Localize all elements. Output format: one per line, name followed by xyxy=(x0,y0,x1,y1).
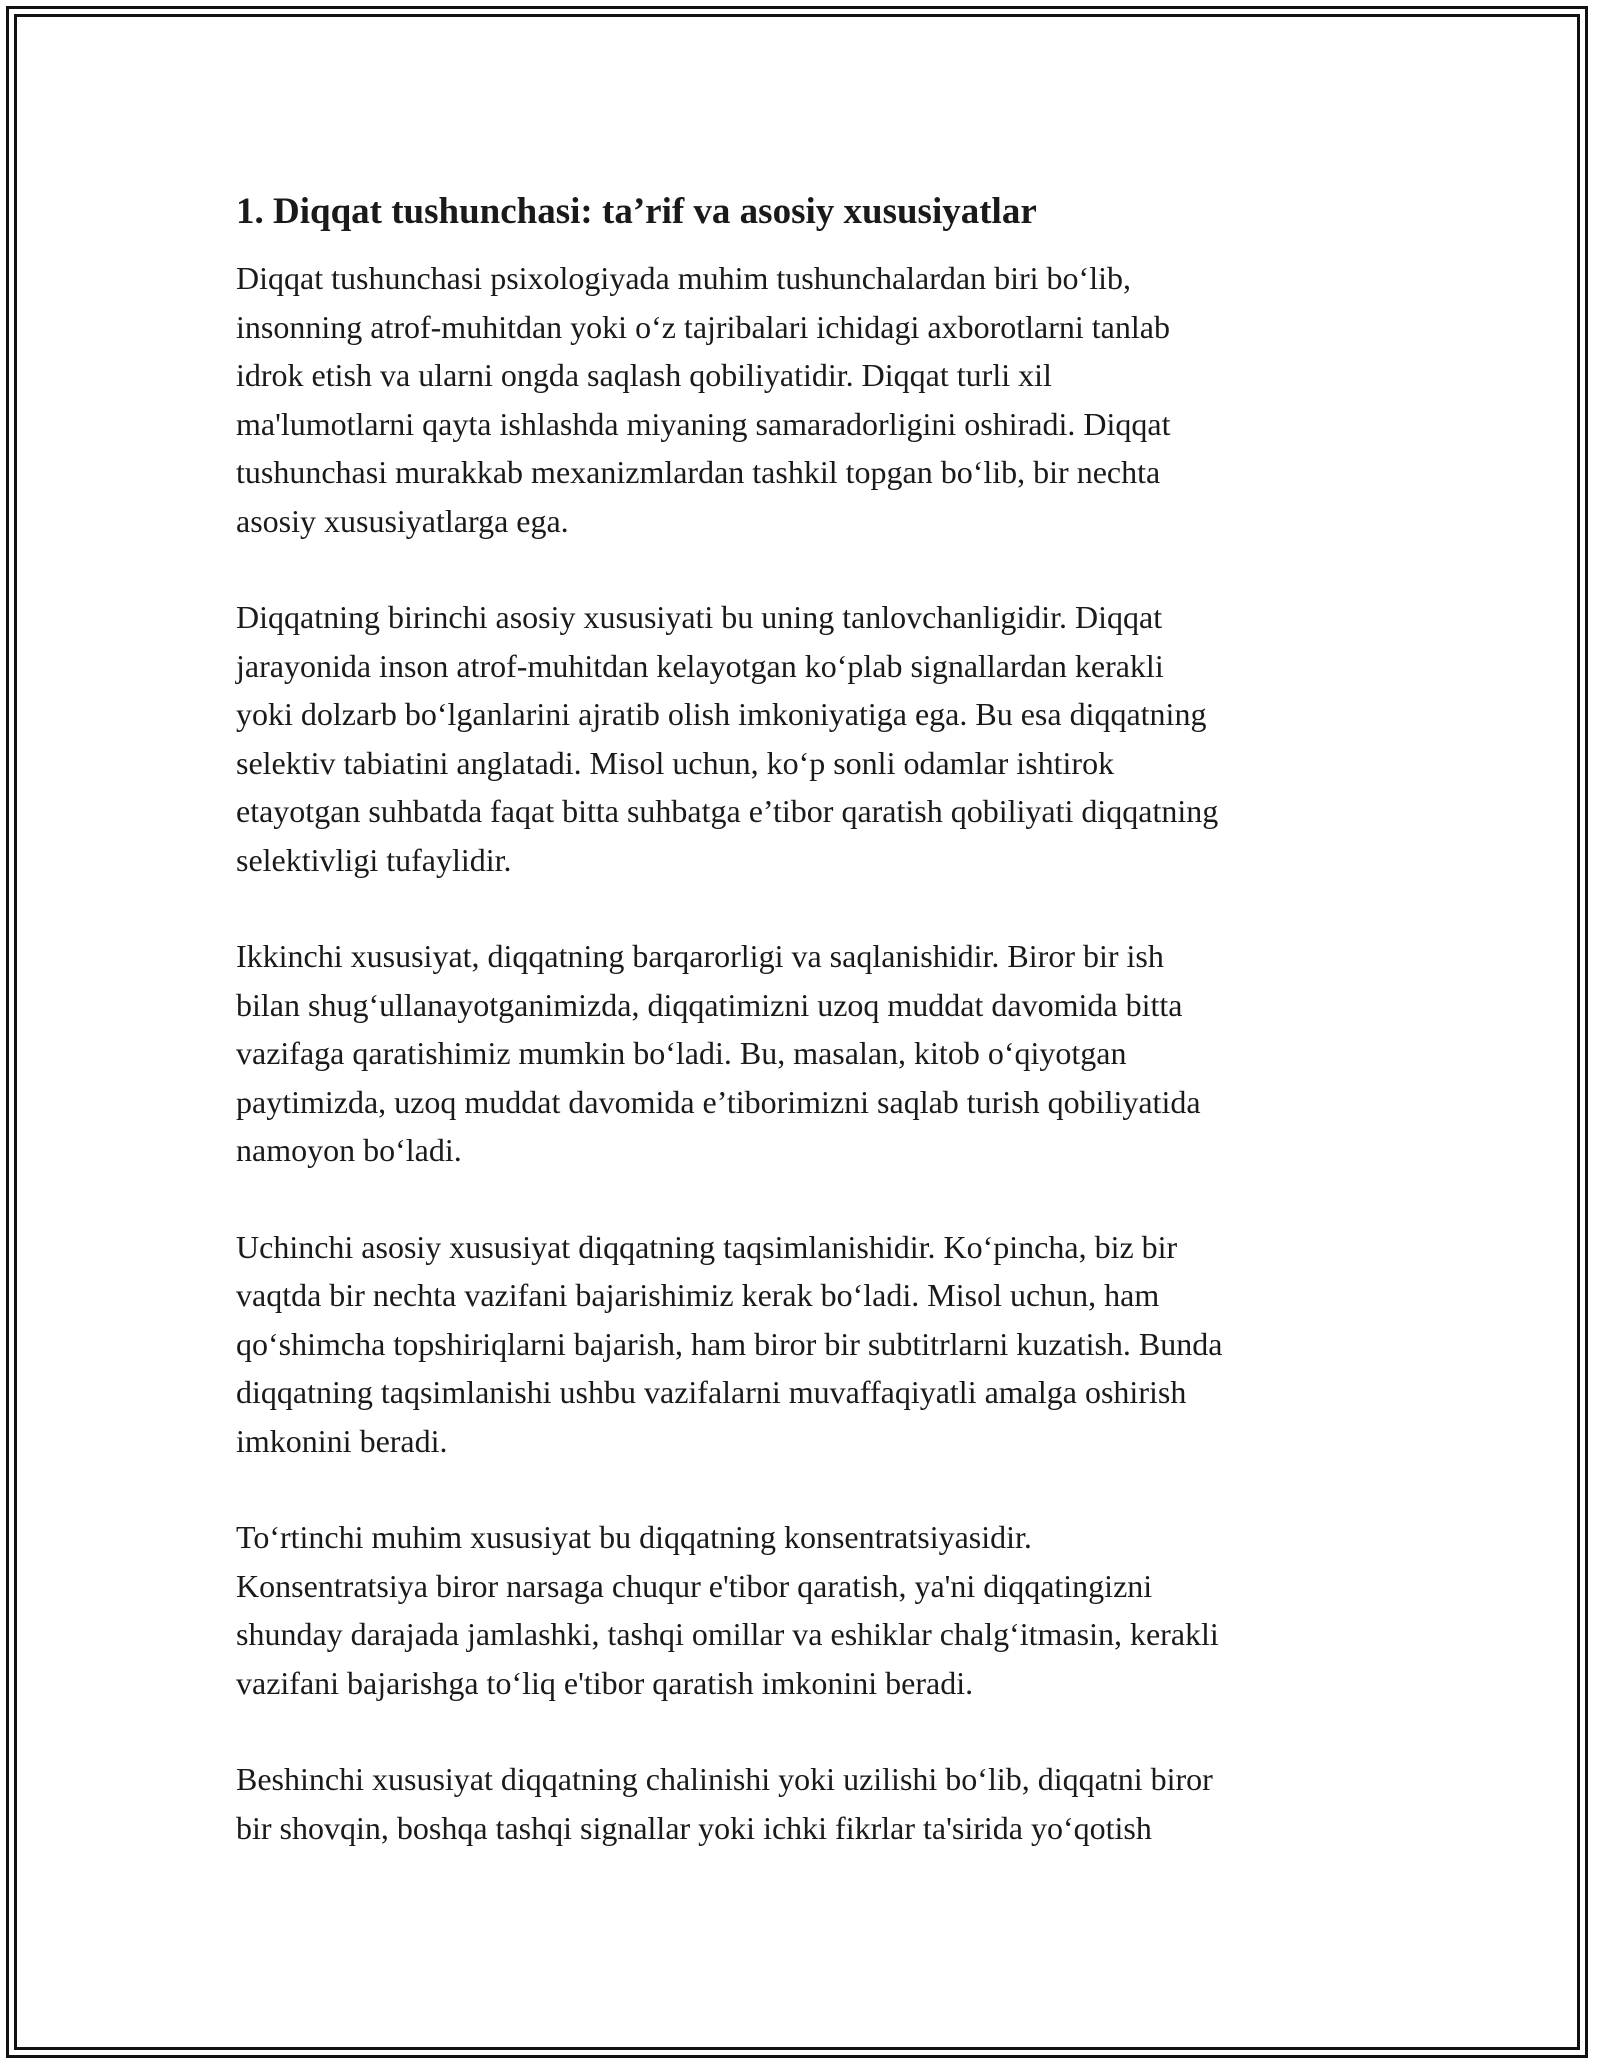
paragraph-interruption xyxy=(236,1755,1376,1852)
text-line: Diqqatning birinchi asosiy xususiyati bu uning tanlovchanligidir. Diqqat xyxy=(236,599,1163,635)
text-line: idrok etish va ularni ongda saqlash qobiliyatidir. Diqqat turli xil xyxy=(236,357,1052,393)
text-line: Diqqat tushunchasi psixologiyada muhim tushunchalardan biri bo‘lib, xyxy=(236,260,1131,296)
text-line: jarayonida inson atrof-muhitdan kelayotgan ko‘plab signallardan kerakli xyxy=(236,647,1164,684)
text-line: shunday darajada jamlashki, tashqi omillar va eshiklar chalg‘itmasin, kerakli xyxy=(236,1616,1219,1652)
text-line: ma'lumotlarni qayta ishlashda miyaning samaradorligini oshiradi. Diqqat xyxy=(236,405,1171,442)
text-line: bir shovqin, boshqa tashqi signallar yoki ichki fikrlar ta'sirida yo‘qotish xyxy=(236,1809,1152,1846)
text-line: diqqatning taqsimlanishi ushbu vazifalarni muvaffaqiyatli amalga oshirish xyxy=(236,1374,1187,1410)
text-line: bilan shug‘ullanayotganimizda, diqqatimizni uzoq muddat davomida bitta xyxy=(236,986,1183,1023)
text-line: vazifaga qaratishimiz mumkin bo‘ladi. Bu, masalan, kitob o‘qiyotgan xyxy=(236,1035,1127,1071)
text-line: selektivligi tufaylidir. xyxy=(236,841,512,878)
paragraph-selectivity xyxy=(236,593,1376,884)
text-line: namoyon bo‘ladi. xyxy=(236,1132,462,1168)
text-line: Ikkinchi xususiyat, diqqatning barqarorligi va saqlanishidir. Biror bir ish xyxy=(236,938,1164,974)
text-line: Konsentratsiya biror narsaga chuqur e'tibor qaratish, ya'ni diqqatingizni xyxy=(236,1567,1153,1604)
text-line: To‘rtinchi muhim xususiyat bu diqqatning konsentratsiyasidir. xyxy=(236,1519,1032,1555)
text-line: vaqtda bir nechta vazifani bajarishimiz kerak bo‘ladi. Misol uchun, ham xyxy=(236,1277,1160,1313)
text-line: insonning atrof-muhitdan yoki o‘z tajribalari ichidagi axborotlarni tanlab xyxy=(236,308,1170,345)
text-line: Beshinchi xususiyat diqqatning chalinishi yoki uzilishi bo‘lib, diqqatni biror xyxy=(236,1761,1213,1797)
section-heading: 1. Diqqat tushunchasi: ta’rif va asosiy xususiyatlar xyxy=(236,191,1037,232)
text-line: tushunchasi murakkab mexanizmlardan tashkil topgan bo‘lib, bir nechta xyxy=(236,454,1161,490)
text-line: etayotgan suhbatda faqat bitta suhbatga e’tibor qaratish qobiliyati diqqatning xyxy=(236,793,1219,829)
text-line: asosiy xususiyatlarga ega. xyxy=(236,502,569,539)
paragraph-concentration xyxy=(236,1513,1376,1707)
text-line: selektiv tabiatini anglatadi. Misol uchun, ko‘p sonli odamlar ishtirok xyxy=(236,744,1115,781)
text-line: qo‘shimcha topshiriqlarni bajarish, ham biror bir subtitrlarni kuzatish. Bunda xyxy=(236,1325,1223,1362)
text-line: paytimizda, uzoq muddat davomida e’tiborimizni saqlab turish qobiliyatida xyxy=(236,1083,1201,1120)
text-line: vazifani bajarishga to‘liq e'tibor qaratish imkonini beradi. xyxy=(236,1664,974,1701)
text-line: yoki dolzarb bo‘lganlarini ajratib olish imkoniyatiga ega. Bu esa diqqatning xyxy=(236,696,1207,732)
text-line: Uchinchi asosiy xususiyat diqqatning taqsimlanishidir. Ko‘pincha, biz bir xyxy=(236,1228,1178,1265)
paragraph-definition xyxy=(236,254,1376,545)
text-line: imkonini beradi. xyxy=(236,1422,448,1459)
document-body xyxy=(236,188,1376,1900)
paragraph-stability xyxy=(236,932,1376,1175)
paragraph-distribution xyxy=(236,1223,1376,1466)
